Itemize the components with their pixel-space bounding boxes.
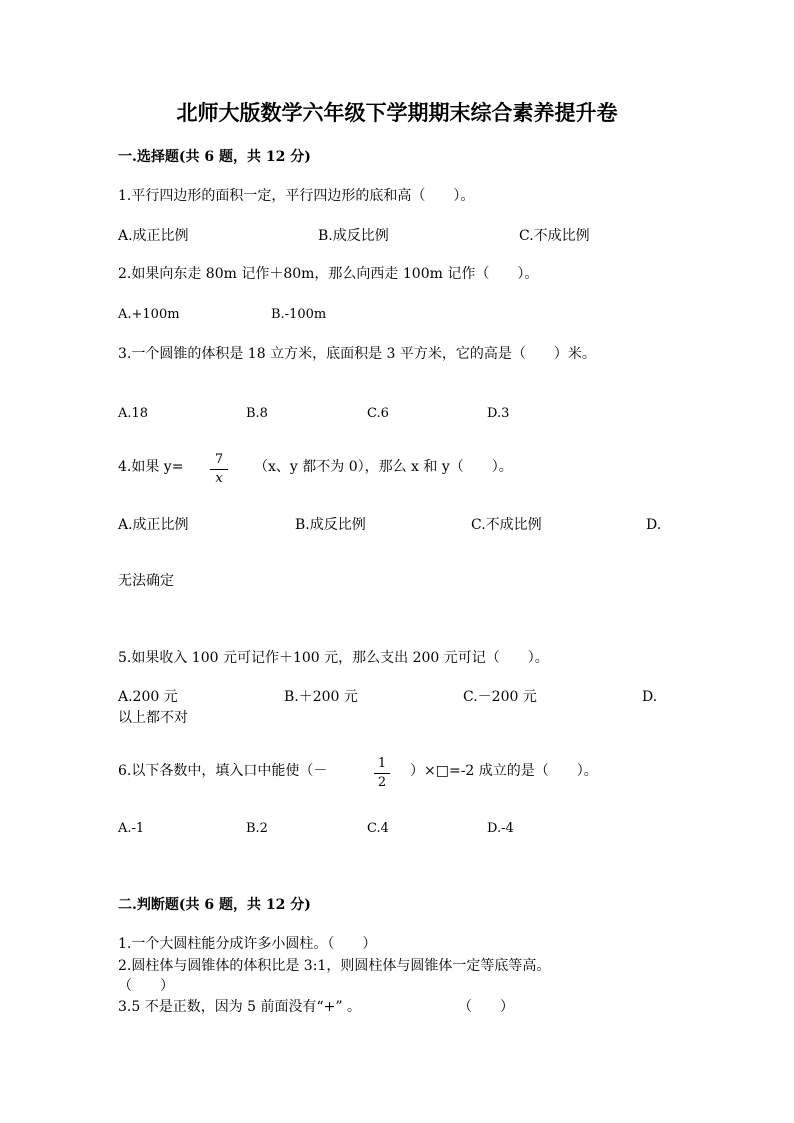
question-6-stem-end: ）×□=-2 成立的是（ ）。 (410, 763, 598, 779)
question-5-option-a: A.200 元 (118, 689, 178, 705)
question-4-stem-end: （x、y 都不为 0），那么 x 和 y（ ）。 (254, 459, 513, 475)
question-1-option-c: C.不成比例 (519, 228, 590, 244)
question-6-option-d: D.-4 (487, 821, 514, 836)
question-1-option-a: A.成正比例 (118, 228, 189, 244)
question-6-fraction (374, 756, 390, 791)
question-2-option-a: A.+100m (118, 307, 180, 322)
question-6-stem-start: 6.以下各数中，填入口中能使（－ (118, 763, 328, 779)
question-4-option-d-label: D. (646, 517, 662, 533)
question-3-option-d: D.3 (487, 406, 510, 421)
section-heading-choice: 一.选择题(共 6 题，共 12 分) (118, 149, 311, 165)
question-1-stem: 1.平行四边形的面积一定，平行四边形的底和高（ ）。 (118, 188, 475, 204)
fraction-bar (374, 773, 390, 774)
fraction-bar (210, 469, 228, 470)
question-4-fraction (210, 452, 228, 487)
question-6-option-b: B.2 (246, 821, 268, 836)
question-2-stem: 2.如果向东走 80m 记作＋80m，那么向西走 100m 记作（ ）。 (118, 266, 539, 282)
question-3-option-a: A.18 (118, 406, 149, 421)
fraction-denominator: x (215, 471, 223, 486)
judge-question-3-stem: 3.5 不是正数，因为 5 前面没有“+” 。 (118, 999, 362, 1015)
fraction-numerator: 1 (377, 756, 387, 771)
question-6-option-c: C.4 (367, 821, 389, 836)
question-3-option-c: C.6 (367, 406, 389, 421)
question-2-option-b: B.-100m (271, 307, 327, 322)
question-4-option-a: A.成正比例 (118, 517, 189, 533)
question-1-option-b: B.成反比例 (318, 228, 389, 244)
judge-question-2-line-1: 2.圆柱体与圆锥体的体积比是 3:1，则圆柱体与圆锥体一定等底等高。 (118, 958, 551, 974)
judge-question-3-blank: （ ） (458, 999, 514, 1015)
question-5-option-c: C.－200 元 (463, 689, 537, 705)
question-4-option-c: C.不成比例 (471, 517, 542, 533)
fraction-numerator: 7 (214, 452, 224, 467)
question-4-option-b: B.成反比例 (295, 517, 366, 533)
section-heading-judge: 二.判断题(共 6 题，共 12 分) (118, 897, 311, 913)
fraction-denominator: 2 (377, 775, 387, 790)
question-5-option-d-label: D. (642, 689, 658, 705)
question-4-stem-start: 4.如果 y= (118, 459, 184, 475)
question-6-option-a: A.-1 (118, 821, 145, 836)
judge-question-1: 1.一个大圆柱能分成许多小圆柱。（ ） (118, 936, 377, 952)
page-title: 北师大版数学六年级下学期期末综合素养提升卷 (176, 100, 618, 125)
question-3-stem: 3.一个圆锥的体积是 18 立方米，底面积是 3 平方米，它的高是（ ）米。 (118, 346, 596, 362)
question-5-option-b: B.＋200 元 (284, 689, 358, 705)
judge-question-2-line-2: （ ） (118, 978, 174, 994)
question-5-option-d-text: 以上都不对 (118, 710, 188, 726)
question-5-stem: 5.如果收入 100 元可记作＋100 元，那么支出 200 元可记（ ）。 (118, 650, 549, 666)
question-3-option-b: B.8 (246, 406, 268, 421)
question-4-option-d-text: 无法确定 (118, 573, 174, 589)
